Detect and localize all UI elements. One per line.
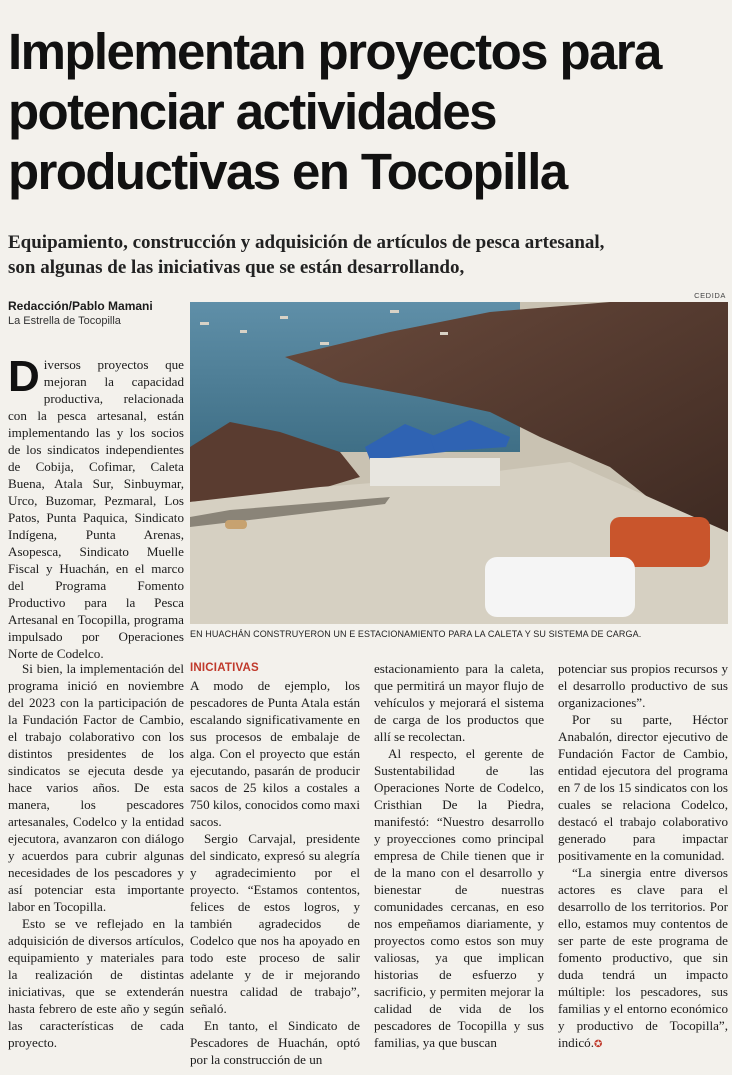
paragraph: Esto se ve reflejado en la adquisición de diversos artículos, equipamiento y materiales para la realización de distintas iniciativas, que se extenderán hasta febrero de este año y según las características de cada proyecto. bbox=[8, 916, 184, 1050]
column-3 bbox=[374, 660, 544, 1051]
paragraph: estacionamiento para la caleta, que permitirá un mayor flujo de vehículos y mejorará el sistema de carga de los productos que allí se recolectan. bbox=[374, 661, 544, 744]
lead-text: iversos proyectos que mejoran la capacidad productiva, relacionada con la pesca artesanal, están implementando las y los socios de los sindicatos independientes de Cobija, Cofimar, Caleta Buena, Atala Sur, Sinbuymar, Urco, Buzomar, Pezmaral, Los Patos, Punta Paquica, Sindicato Indígena, Punta Arenas, Asopesca, Sindicato Muelle Fiscal y Huachán, en el marco del Programa Fomento Productivo para la Pesca Artesanal en Tocopilla, programa impulsado por Operaciones Norte de Codelco. bbox=[8, 357, 184, 661]
lead-paragraph bbox=[8, 352, 184, 662]
column-4 bbox=[558, 660, 728, 1053]
paragraph: En tanto, el Sindicato de Pescadores de Huachán, optó por la construcción de un bbox=[190, 1018, 360, 1067]
headline-line: potenciar actividades bbox=[8, 83, 496, 140]
publication-name: La Estrella de Tocopilla bbox=[8, 315, 121, 327]
closing-quote: “La sinergia entre diversos actores es clave para el desarrollo de los territorios. Por ello, estamos muy contentos de ser parte de este programa de fomento productivo, que sin duda tendrá un impacto múltiple: los pescadores, sus familias y el entorno económico y productivo de Tocopilla”, indicó. bbox=[558, 865, 728, 1050]
photo-caption: EN HUACHÁN CONSTRUYERON UN E ESTACIONAMIENTO PARA LA CALETA Y SU SISTEMA DE CARGA. bbox=[190, 629, 642, 639]
paragraph: potenciar sus propios recursos y el desarrollo productivo de sus organizaciones”. bbox=[558, 661, 728, 710]
end-mark-icon: ✪ bbox=[594, 1039, 603, 1050]
subheadline bbox=[8, 230, 728, 280]
paragraph: Sergio Carvajal, presidente del sindicato, expresó su alegría y agradecimiento por el proyecto. “Estamos contentos, felices de estos logros, y también agradecidos de Codelco que nos ha apoyado en todo este proceso de salir adelante y de ir mejorando nuestra calidad de trabajo”, señaló. bbox=[190, 831, 360, 1016]
paragraph: Al respecto, el gerente de Sustentabilidad de las Operaciones Norte de Codelco, Cristhian De la Piedra, manifestó: “Nuestro desarrollo y proyecciones como principal empresa de Chile tienen que ir de la mano con el desarrollo y bienestar de nuestras comunidades cercanas, en eso nos empeñamos diariamente, y proyectos como estos son muy valiosas, ya que implican historias de esfuerzo y sacrificio, y permiten mejorar la calidad de vida de los pescadores de Tocopilla y sus familias, ya que buscan bbox=[374, 746, 544, 1050]
headline-line: Implementan proyectos para bbox=[8, 23, 661, 80]
photo-illustration bbox=[190, 302, 728, 624]
paragraph bbox=[558, 864, 728, 1053]
headline-line: productivas en Tocopilla bbox=[8, 143, 567, 200]
subheadline-line: son algunas de las iniciativas que se están desarrollando, bbox=[8, 257, 465, 278]
drop-cap: D bbox=[8, 352, 40, 401]
author-name: Redacción/Pablo Mamani bbox=[8, 299, 153, 313]
column-2 bbox=[190, 660, 360, 1068]
paragraph: A modo de ejemplo, los pescadores de Punta Atala están escalando significativamente en sus procesos de embalaje de alga. Con el proyecto que están ejecutando, pasarán de producir sacos de 25 kilos a costales a 750 kilos, conocidos como maxi sacos. bbox=[190, 678, 360, 829]
column-1 bbox=[8, 660, 184, 1051]
column-1-lead bbox=[8, 352, 184, 662]
byline bbox=[8, 298, 188, 329]
article-photo bbox=[190, 302, 728, 624]
paragraph: Si bien, la implementación del programa inició en noviembre del 2023 con la participación de la Fundación Factor de Cambio, el trabajo colaborativo con los distintos presidentes de los sindicatos se ejecuta desde ya hace varios años. De esta manera, los pescadores artesanales, Codelco y la entidad ejecutora, avanzaron con diálogo y acuerdos para cubrir algunas necesidades de los pescadores y así potenciar esta importante labor en Tocopilla. bbox=[8, 661, 184, 914]
headline bbox=[8, 22, 728, 202]
paragraph: Por su parte, Héctor Anabalón, director ejecutivo de Fundación Factor de Cambio, entidad ejecutora del programa en 7 de los 15 sindicatos con los cuales se relaciona Codelco, destacó el trabajo colaborativo generado para impactar positivamente en la comunidad. bbox=[558, 712, 728, 863]
photo-credit: CEDIDA bbox=[694, 291, 726, 300]
section-label: INICIATIVAS bbox=[190, 662, 259, 674]
subheadline-line: Equipamiento, construcción y adquisición de artículos de pesca artesanal, bbox=[8, 232, 605, 253]
